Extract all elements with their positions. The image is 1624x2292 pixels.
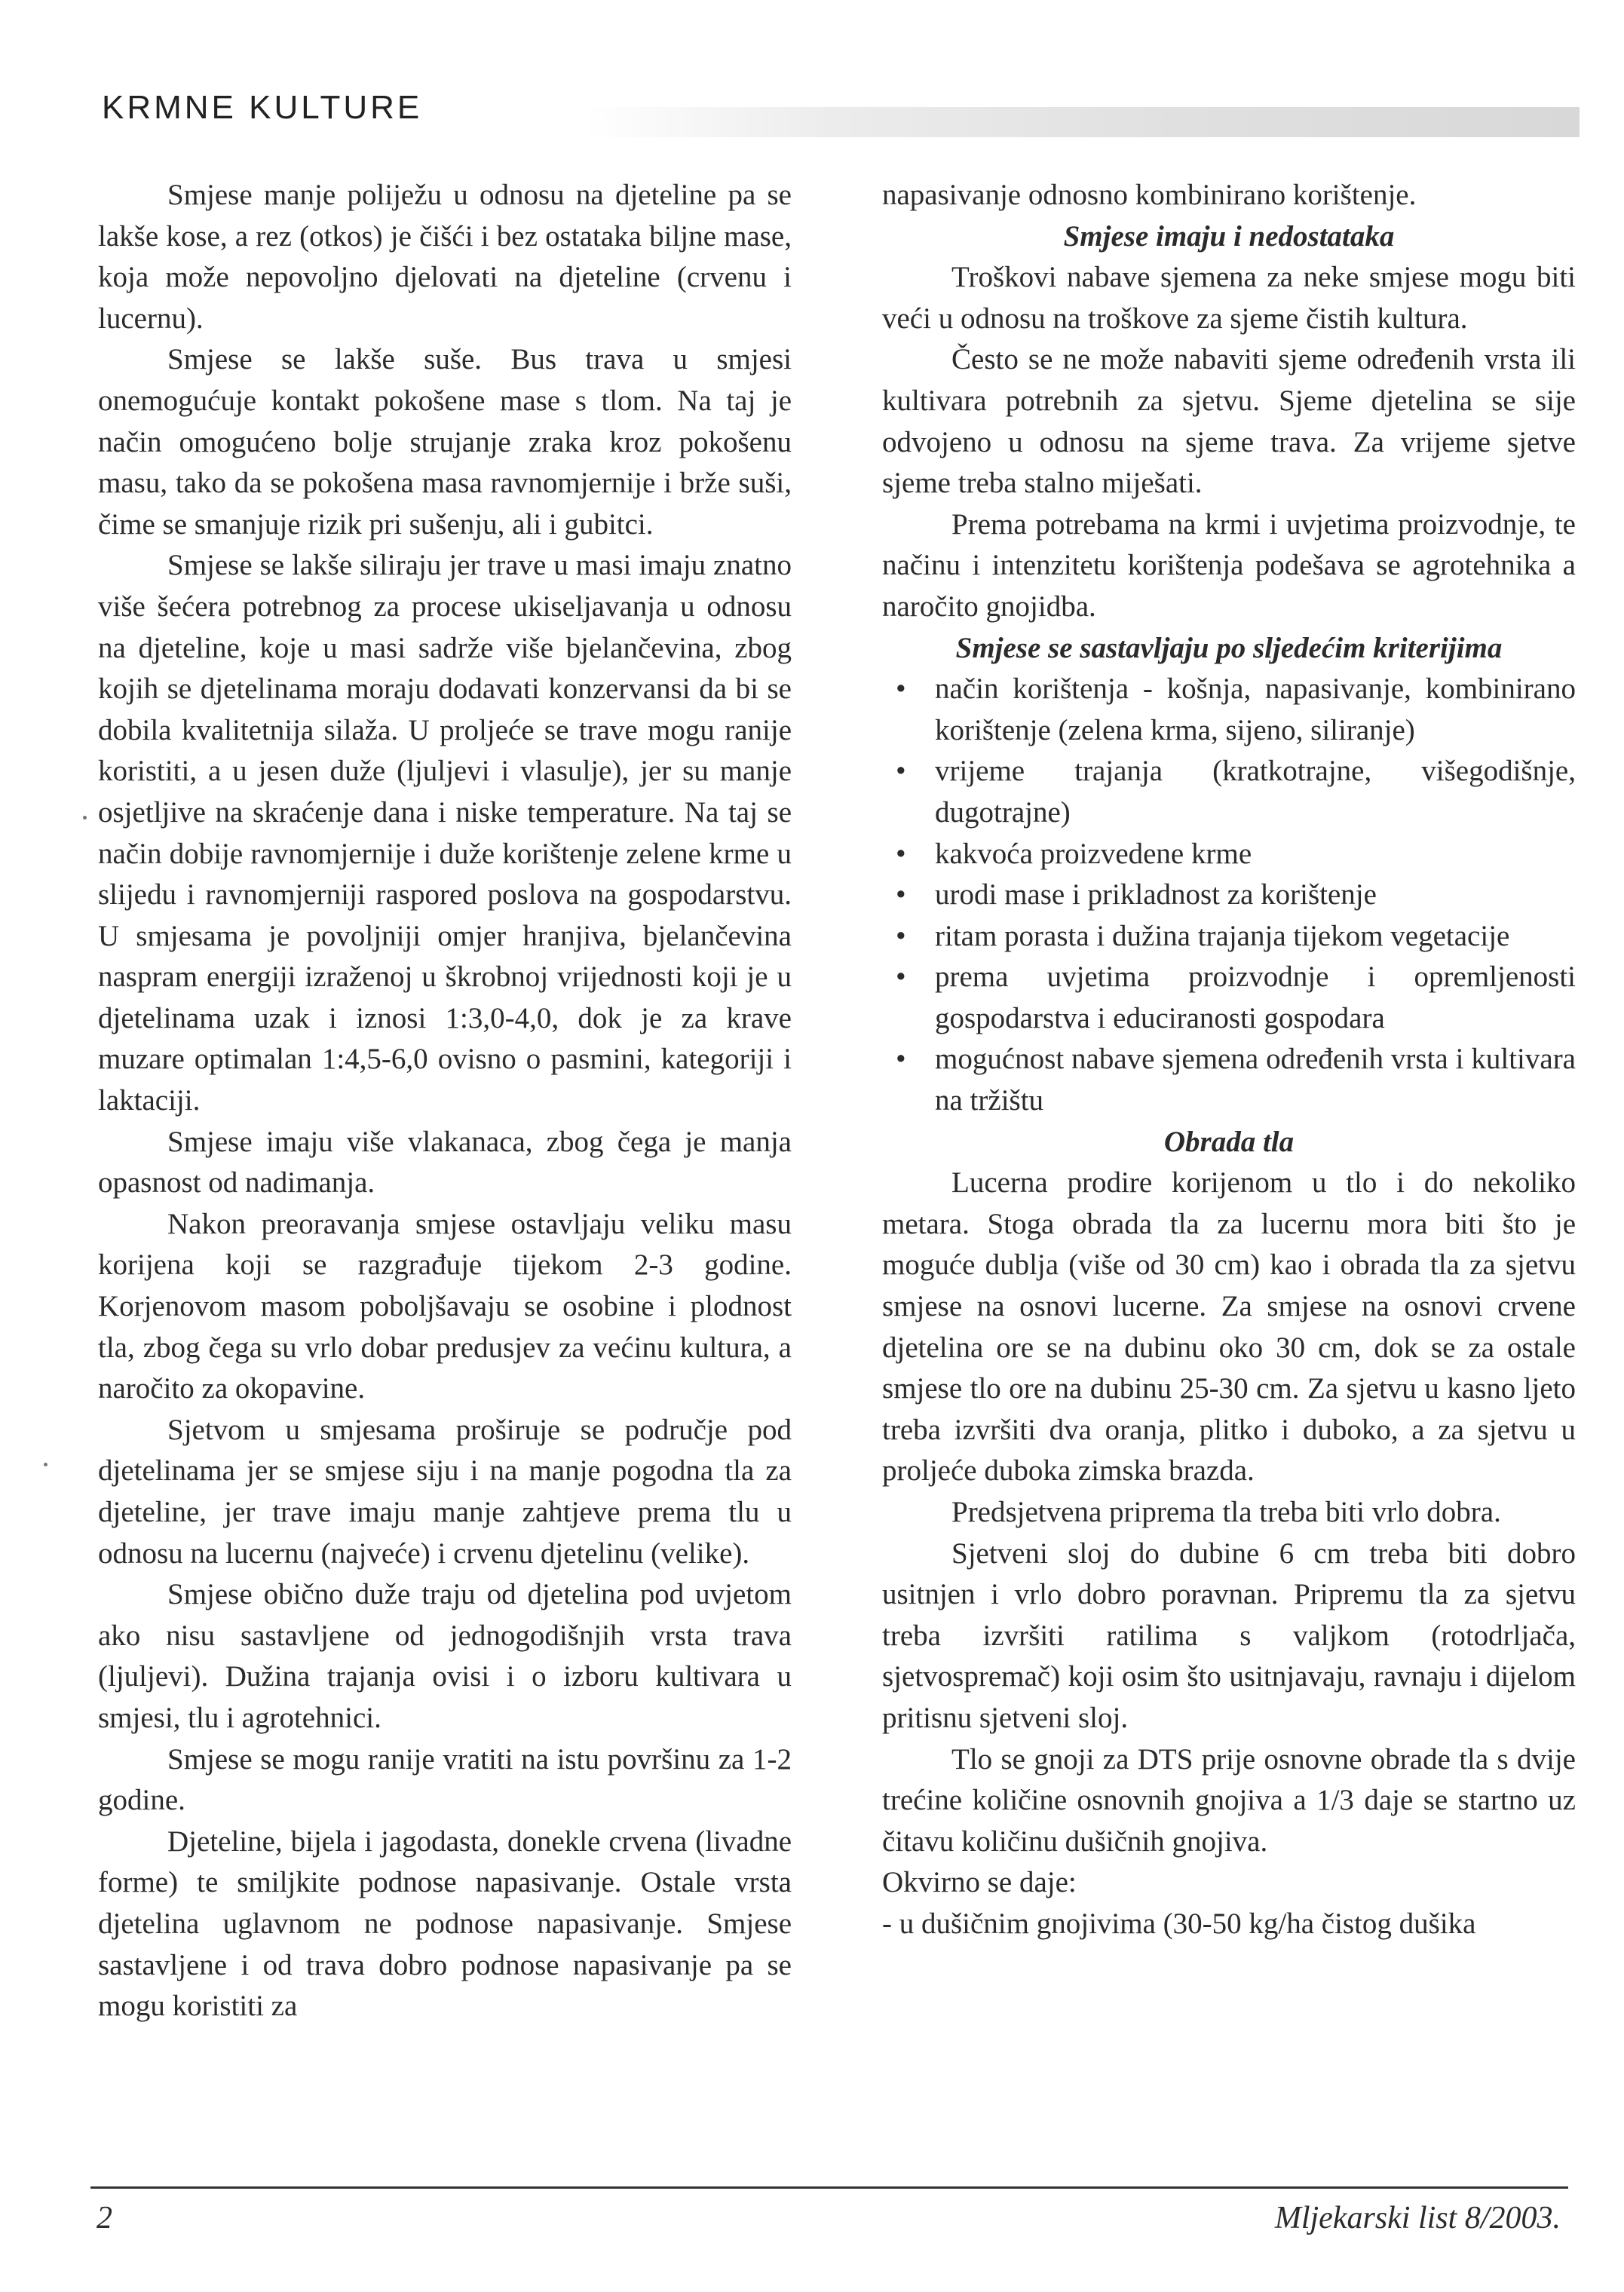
list-item: • urodi mase i prikladnost za korištenje xyxy=(882,875,1576,916)
paragraph: Smjese manje poliježu u odnosu na djeteline pa se lakše kose, a rez (otkos) je čišći i bez ostataka biljne mase, koja može nepovoljno djelovati na djeteline (crvenu i lucernu). xyxy=(98,179,792,335)
paragraph: Smjese obično duže traju od djetelina pod uvjetom ako nisu sastavljene od jednogodišnjih vrsta trava (ljuljevi). Dužina trajanja ovisi i o izboru kultivara u smjesi, tlu i agrotehnici. xyxy=(98,1578,792,1734)
paragraph: Često se ne može nabaviti sjeme određenih vrsta ili kultivara potrebnih za sjetvu. Sjeme djetelina se sije odvojeno u odnosu na sjeme trava. Za vrijeme sjetve sjeme treba stalno miješati. xyxy=(882,343,1576,500)
paragraph-continuation: napasivanje odnosno kombinirano korištenje. xyxy=(882,179,1417,211)
list-item: • ritam porasta i dužina trajanja tijekom vegetacije xyxy=(882,916,1576,958)
paragraph: Smjese se mogu ranije vratiti na istu površinu za 1-2 godine. xyxy=(98,1742,792,1817)
scan-speck xyxy=(83,816,87,820)
paragraph: Predsjetvena priprema tla treba biti vrlo dobra. xyxy=(951,1496,1501,1528)
criteria-list xyxy=(882,669,1576,1122)
list-item: • način korištenja - košnja, napasivanje, kombinirano korištenje (zelena krma, sijeno, siliranje) xyxy=(882,669,1576,751)
subheading-criteria: Smjese se sastavljaju po sljedećim kriterijima xyxy=(955,631,1503,664)
footer-divider xyxy=(90,2186,1568,2189)
paragraph: - u dušičnim gnojivima (30-50 kg/ha čistog dušika xyxy=(882,1907,1476,1940)
paragraph: Nakon preoravanja smjese ostavljaju veliku masu korijena koji se razgrađuje tijekom 2-3 godine. Korjenovom masom poboljšavaju se osobine i plodnost tla, zbog čega su vrlo dobar predusjev za većinu kultura, a naročito za okopavine. xyxy=(98,1207,792,1405)
subheading-disadvantages: Smjese imaju i nedostataka xyxy=(1063,219,1395,253)
subheading-soil-tillage: Obrada tla xyxy=(1163,1125,1295,1158)
section-title: KRMNE KULTURE xyxy=(102,89,423,126)
paragraph: Smjese se lakše suše. Bus trava u smjesi onemogućuje kontakt pokošene mase s tlom. Na taj je način omogućeno bolje strujanje zraka kroz pokošenu masu, tako da se pokošena masa ravnomjernije i brže suši, čime se smanjuje rizik pri sušenju, ali i gubitci. xyxy=(98,343,792,541)
scan-speck xyxy=(44,1463,47,1466)
page-number: 2 xyxy=(97,2201,112,2235)
paragraph: Djeteline, bijela i jagodasta, donekle crvena (livadne forme) te smiljkite podnose napasivanje. Ostale vrsta djetelina uglavnom ne podnose napasivanje. Smjese sastavljene i od trava dobro podnose napasivanje pa se mogu koristiti za xyxy=(98,1825,792,2023)
paragraph: Okvirno se daje: xyxy=(882,1866,1077,1899)
list-item: • vrijeme trajanja (kratkotrajne, višegodišnje, dugotrajne) xyxy=(882,751,1576,833)
paragraph: Prema potrebama na krmi i uvjetima proizvodnje, te načinu i intenzitetu korištenja podešava se agrotehnika a naročito gnojidba. xyxy=(882,507,1576,623)
header-decorative-band xyxy=(584,107,1580,137)
paragraph: Sjetvom u smjesama proširuje se područje pod djetelinama jer se smjese siju i na manje pogodna tla za djeteline, jer trave imaju manje zahtjeve prema tlu u odnosu na lucernu (najveće) i crvenu djetelinu (velike). xyxy=(98,1413,792,1570)
paragraph: Sjetveni sloj do dubine 6 cm treba biti dobro usitnjen i vrlo dobro poravnan. Pripremu tla za sjetvu treba izvršiti ratilima s valjkom (rotodrljača, sjetvospremač) koji osim što usitnjavaju, ravnaju i dijelom pritisnu sjetveni sloj. xyxy=(882,1537,1576,1734)
journal-citation: Mljekarski list 8/2003. xyxy=(1274,2201,1561,2235)
list-item: • mogućnost nabave sjemena određenih vrsta i kultivara na tržištu xyxy=(882,1039,1576,1121)
right-column xyxy=(882,175,1576,1945)
paragraph: Troškovi nabave sjemena za neke smjese mogu biti veći u odnosu na troškove za sjeme čistih kultura. xyxy=(882,261,1576,335)
paragraph: Tlo se gnoji za DTS prije osnovne obrade tla s dvije trećine količine osnovnih gnojiva a 1/3 daje se startno uz čitavu količinu dušičnih gnojiva. xyxy=(882,1742,1576,1858)
list-item: • prema uvjetima proizvodnje i opremljenosti gospodarstva i educiranosti gospodara xyxy=(882,957,1576,1039)
paragraph: Smjese imaju više vlakanaca, zbog čega je manja opasnost od nadimanja. xyxy=(98,1125,792,1200)
paragraph: Smjese se lakše siliraju jer trave u masi imaju znatno više šećera potrebnog za procese ukiseljavanja u odnosu na djeteline, koje u masi sadrže više bjelančevina, zbog kojih se djetelinama moraju dodavati konzervansi da bi se dobila kvalitetnija silaža. U proljeće se trave mogu ranije koristiti, a u jesen duže (ljuljevi i vlasulje), jer su manje osjetljive na skraćenje dana i niske temperature. Na taj se način dobije ravnomjernije i duže korištenje zelene krme u slijedu i ravnomjerniji raspored poslova na gospodarstvu. U smjesama je povoljniji omjer hranjiva, bjelančevina naspram energiji izraženoj u škrobnoj vrijednosti koji je u djetelinama uzak i iznosi 1:3,0-4,0, dok je za krave muzare optimalan 1:4,5-6,0 ovisno o pasmini, kategoriji i laktaciji. xyxy=(98,549,792,1117)
list-item: • kakvoća proizvedene krme xyxy=(882,834,1576,875)
running-header xyxy=(102,89,1580,142)
paragraph: Lucerna prodire korijenom u tlo i do nekoliko metara. Stoga obrada tla za lucernu mora biti što je moguće dublja (više od 30 cm) kao i obrada tla za sjetvu smjese na osnovi lucerne. Za smjese na osnovi crvene djetelina ore se na dubinu oko 30 cm, dok se za ostale smjese tlo ore na dubinu 25-30 cm. Za sjetvu u kasno ljeto treba izvršiti dva oranja, plitko i duboko, a za sjetvu u proljeće duboka zimska brazda. xyxy=(882,1166,1576,1488)
left-column xyxy=(98,175,792,2027)
